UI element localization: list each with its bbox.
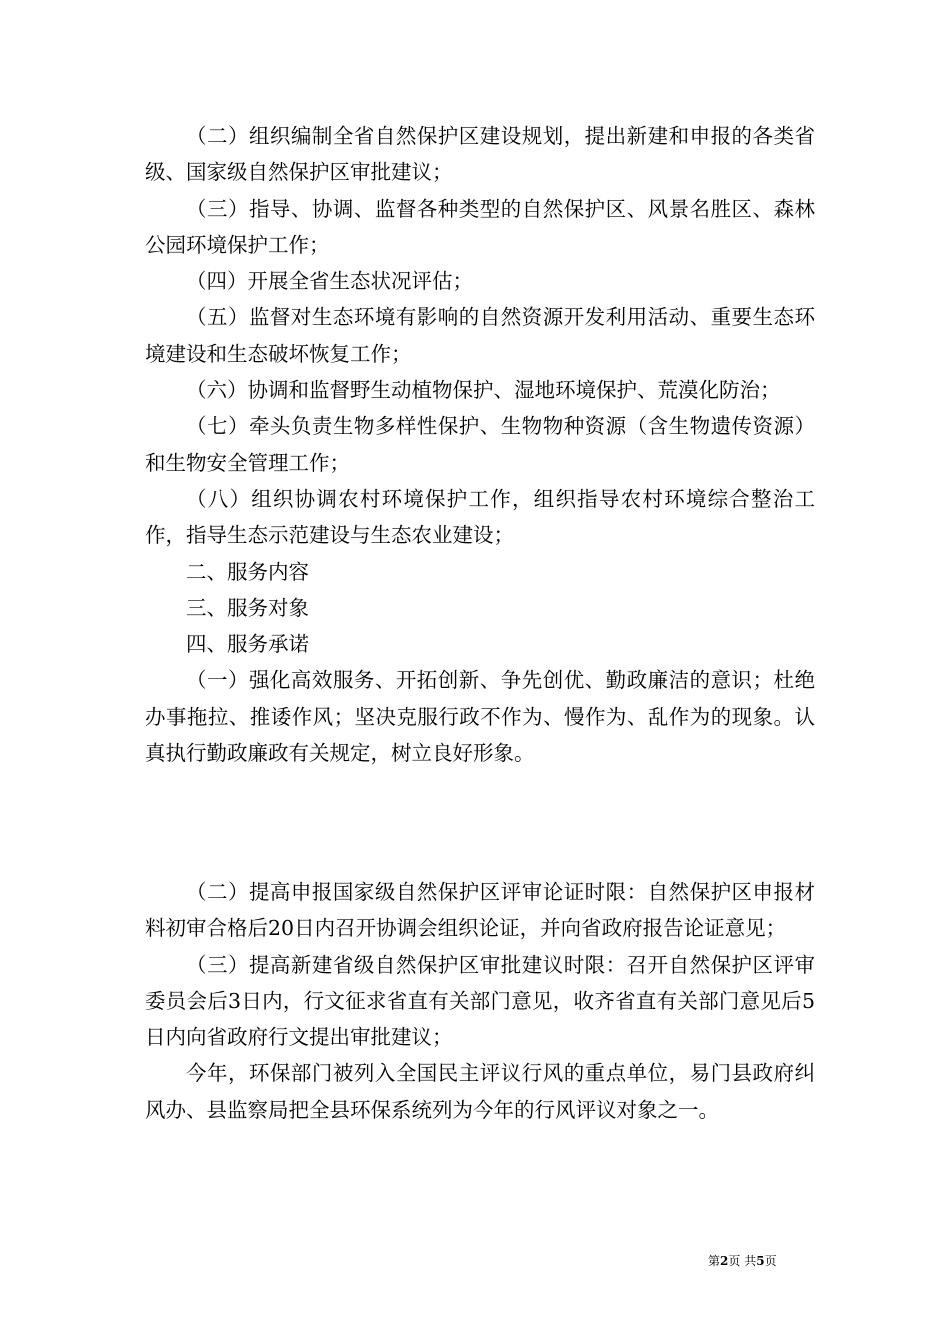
total-page-number: 5: [756, 1254, 765, 1268]
paragraph-duty-5: （五）监督对生态环境有影响的自然资源开发利用活动、重要生态环境建设和生态破坏恢复工作；: [145, 305, 815, 366]
paragraph-commitment-1: （一）强化高效服务、开拓创新、争先创优、勤政廉洁的意识；杜绝办事拖拉、推诿作风；坚决克服行政不作为、慢作为、乱作为的现象。认真执行勤政廉政有关规定，树立良好形象。: [145, 668, 815, 766]
body-text-section-2: [145, 874, 815, 1128]
paragraph-commitment-2: （二）提高申报国家级自然保护区评审论证时限：自然保护区申报材料初审合格后20日内召开协调会组织论证，并向省政府报告论证意见；: [145, 880, 815, 941]
paragraph-duty-6: （六）协调和监督野生动植物保护、湿地环境保护、荒漠化防治；: [186, 378, 781, 403]
paragraph-duty-7: （七）牵头负责生物多样性保护、生物物种资源（含生物遗传资源）和生物安全管理工作；: [145, 414, 815, 475]
paragraph-closing: 今年，环保部门被列入全国民主评议行风的重点单位，易门县政府纠风办、县监察局把全县环保系统列为今年的行风评议对象之一。: [145, 1061, 815, 1122]
footer-middle: 页 共: [728, 1254, 757, 1268]
heading-service-content: 二、服务内容: [186, 559, 309, 584]
page-number-footer: [708, 1252, 777, 1269]
heading-service-target: 三、服务对象: [186, 595, 309, 620]
heading-service-commitment: 四、服务承诺: [186, 632, 309, 657]
paragraph-commitment-3: （三）提高新建省级自然保护区审批建议时限：召开自然保护区评审委员会后3日内，行文征求省直有关部门意见，收齐省直有关部门意见后5日内向省政府行文提出审批建议；: [145, 952, 815, 1050]
body-text-section-1: [145, 118, 815, 771]
footer-prefix: 第: [708, 1254, 721, 1268]
current-page-number: 2: [720, 1254, 729, 1268]
paragraph-duty-2: （二）组织编制全省自然保护区建设规划，提出新建和申报的各类省级、国家级自然保护区审批建议；: [145, 124, 815, 185]
paragraph-duty-3: （三）指导、协调、监督各种类型的自然保护区、风景名胜区、森林公园环境保护工作；: [145, 196, 815, 257]
footer-suffix: 页: [764, 1254, 777, 1268]
paragraph-duty-4: （四）开展全省生态状况评估；: [186, 269, 473, 294]
paragraph-duty-8: （八）组织协调农村环境保护工作，组织指导农村环境综合整治工作，指导生态示范建设与生态农业建设；: [145, 486, 815, 548]
